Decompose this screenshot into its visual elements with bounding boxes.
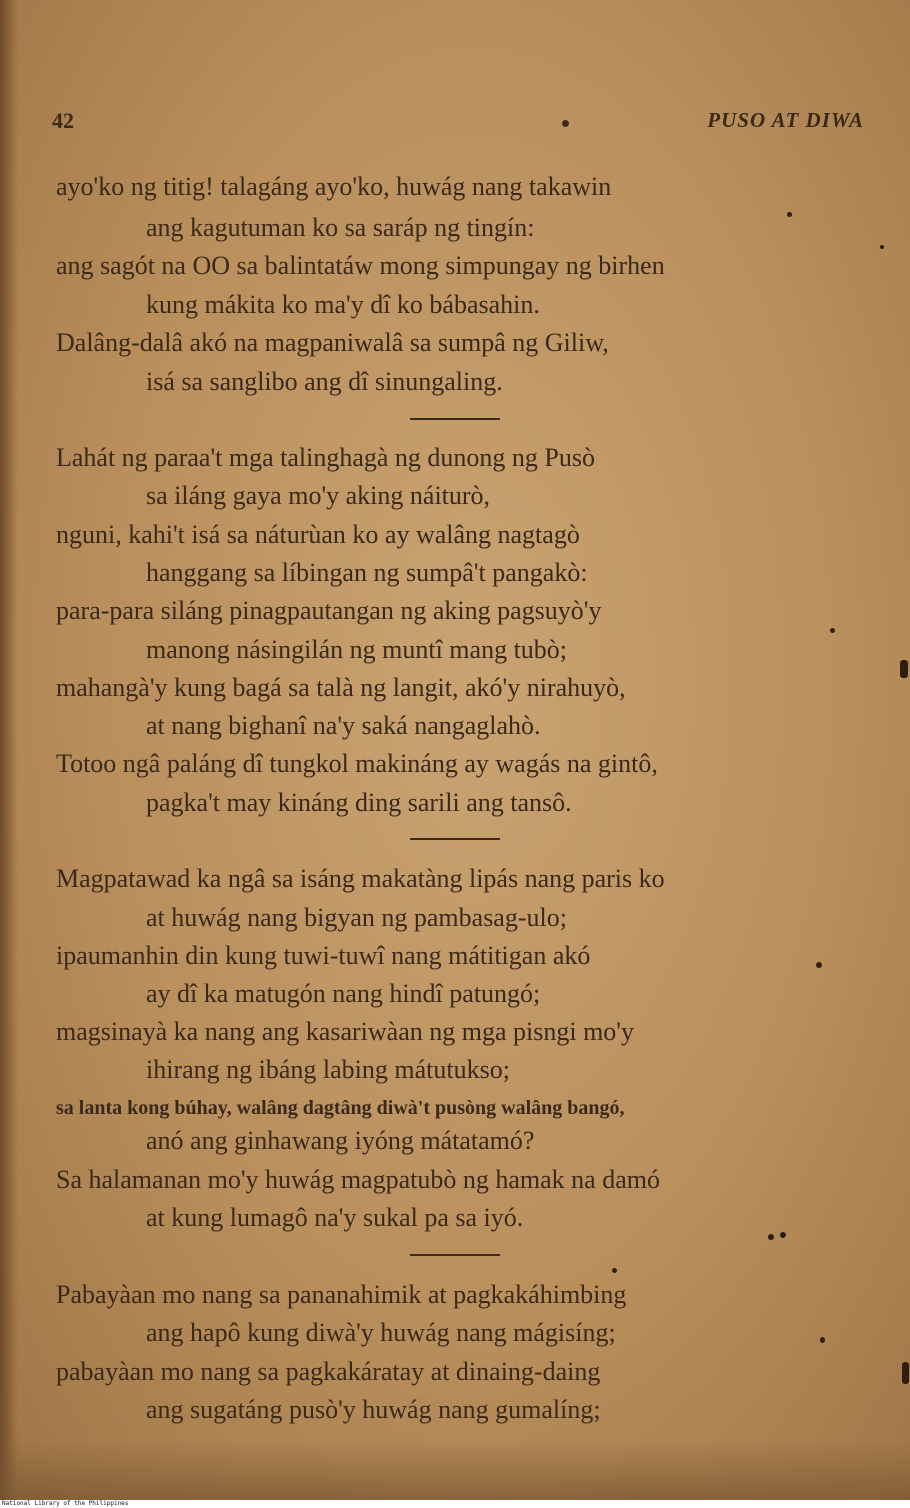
- poem-line: para-para siláng pinagpautangan ng aking pagsuyò'y: [56, 596, 602, 625]
- stanza-divider: [410, 418, 500, 420]
- poem-line: ay dî ka matugón nang hindî patungó;: [146, 979, 541, 1008]
- poem-line: ang hapô kung diwà'y huwág nang mágisíng;: [146, 1318, 616, 1347]
- poem-line: kung mákita ko ma'y dî ko bábasahin.: [146, 290, 540, 319]
- paper-speck: [787, 212, 792, 217]
- page-bottom-shadow: [0, 1440, 910, 1500]
- page-header: [0, 108, 910, 138]
- paper-speck: [780, 1232, 786, 1238]
- paper-speck: [612, 1268, 617, 1273]
- paper-speck: [768, 1234, 774, 1240]
- poem-line: sa iláng gaya mo'y aking náiturò,: [146, 481, 491, 510]
- poem-line: ang sagót na OO sa balintatáw mong simpungay ng birhen: [56, 251, 665, 280]
- poem-line: Pabayàan mo nang sa pananahimik at pagkakáhimbing: [56, 1280, 627, 1309]
- poem-line: ayo'ko ng titig! talagáng ayo'ko, huwág nang takawin: [56, 172, 612, 201]
- paper-speck: [816, 962, 822, 968]
- paper-speck: [900, 660, 908, 678]
- poem-line: at huwág nang bigyan ng pambasag-ulo;: [146, 903, 567, 932]
- poem-line: pagka't may kináng ding sarili ang tansô.: [146, 788, 572, 817]
- footer-credit: National Library of the Philippines: [2, 1500, 129, 1507]
- poem-line: at kung lumagô na'y sukal pa sa iyó.: [146, 1203, 524, 1232]
- paper-speck: [830, 628, 835, 633]
- paper-speck: [880, 245, 884, 249]
- paper-speck: [902, 1362, 909, 1384]
- poem-line: hanggang sa líbingan ng sumpâ't pangakò:: [146, 558, 588, 587]
- poem-line: at nang bighanî na'y saká nangaglahò.: [146, 711, 541, 740]
- page-edge-shadow: [0, 0, 18, 1500]
- poem-line: Sa halamanan mo'y huwág magpatubò ng hamak na damó: [56, 1165, 660, 1194]
- paper-speck: [820, 1337, 825, 1343]
- poem-line: isá sa sanglibo ang dî sinungaling.: [146, 367, 503, 396]
- poem-line: anó ang ginhawang iyóng mátatamó?: [146, 1126, 535, 1155]
- poem-line: ang kagutuman ko sa saráp ng tingín:: [146, 213, 535, 242]
- poem-line: ihirang ng ibáng labing mátutukso;: [146, 1055, 510, 1084]
- poem-line: nguni, kahi't isá sa náturùan ko ay walâng nagtagò: [56, 520, 580, 549]
- poem-line: sa lanta kong búhay, walâng dagtâng diwà't pusòng walâng bangó,: [56, 1097, 625, 1119]
- stanza-divider: [410, 1254, 500, 1256]
- header-dot: [562, 120, 569, 127]
- poem-line: ipaumanhin din kung tuwi-tuwî nang mátitigan akó: [56, 941, 591, 970]
- poem-line: Dalâng-dalâ akó na magpaniwalâ sa sumpâ ng Giliw,: [56, 328, 609, 357]
- poem-line: manong násingilán ng muntî mang tubò;: [146, 635, 568, 664]
- poem-line: Lahát ng paraa't mga talinghagà ng dunong ng Pusò: [56, 443, 596, 472]
- poem-line: ang sugatáng pusò'y huwág nang gumalíng;: [146, 1395, 601, 1424]
- poem-line: Totoo ngâ paláng dî tungkol makináng ay wagás na gintô,: [56, 749, 658, 778]
- poem-line: magsinayà ka nang ang kasariwàan ng mga pisngi mo'y: [56, 1017, 634, 1046]
- page-number: 42: [52, 108, 74, 133]
- running-title: PUSO AT DIWA: [707, 108, 864, 132]
- poem-line: pabayàan mo nang sa pagkakáratay at dinaing-daing: [56, 1357, 601, 1386]
- poem-line: mahangà'y kung bagá sa talà ng langit, akó'y nirahuyò,: [56, 673, 626, 702]
- poem-line: Magpatawad ka ngâ sa isáng makatàng lipás nang paris ko: [56, 864, 665, 893]
- stanza-divider: [410, 838, 500, 840]
